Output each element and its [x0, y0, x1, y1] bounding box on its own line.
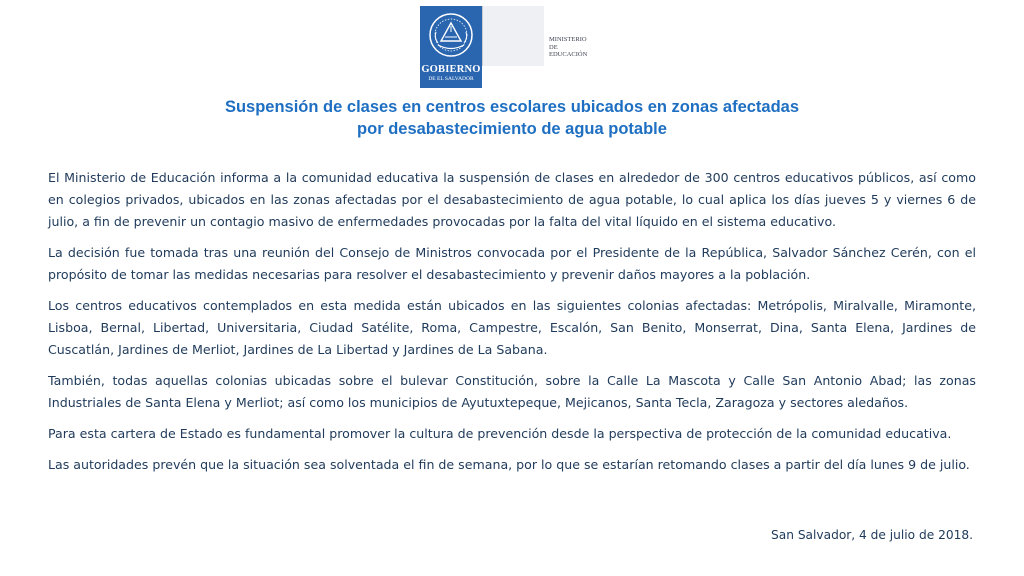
logo-blue-panel [420, 6, 482, 88]
logo-subtitle: DE EL SALVADOR [428, 76, 474, 82]
coat-of-arms-icon [428, 12, 474, 58]
ministry-line-1: MINISTERIO [549, 36, 587, 43]
page-title [0, 96, 1024, 140]
paragraph: Para esta cartera de Estado es fundamental promover la cultura de prevención desde la perspectiva de protección de la comunidad educativa. [48, 426, 952, 441]
paragraph: La decisión fue tomada tras una reunión del Consejo de Ministros convocada por el Presidente de la República, Salvador Sánchez Cerén, con el propósito de tomar las medidas necesarias para resolver el desabastecimiento y prevenir daños mayores a la población. [48, 245, 976, 282]
title-line-2: por desabastecimiento de agua potable [357, 120, 667, 138]
government-logo [420, 6, 588, 88]
paragraph: El Ministerio de Educación informa a la comunidad educativa la suspensión de clases en alrededor de 300 centros educativos públicos, así como en colegios privados, ubicados en las zonas afectadas por el desabastecimiento de agua potable, lo cual aplica los días jueves 5 y viernes 6 de julio, a fin de prevenir un contagio masivo de enfermedades provocadas por la falta del vital líquido en el sistema educativo. [48, 170, 976, 229]
date-line: San Salvador, 4 de julio de 2018. [771, 528, 973, 542]
paragraph: Las autoridades prevén que la situación sea solventada el fin de semana, por lo que se estarían retomando clases a partir del día lunes 9 de julio. [48, 457, 970, 472]
ministry-panel [482, 6, 588, 66]
logo-name: GOBIERNO [421, 64, 481, 75]
title-line-1: Suspensión de clases en centros escolares ubicados en zonas afectadas [224, 98, 800, 116]
ministry-line-2: DE EDUCACIÓN [549, 44, 588, 58]
paragraph: Los centros educativos contemplados en esta medida están ubicados en las siguientes colonias afectadas: Metrópolis, Miralvalle, Miramonte, Lisboa, Bernal, Libertad, Universitaria, Ciudad Satélite, Roma, Campestre, Escalón, San Benito, Monserrat, Dina, Santa Elena, Jardines de Cuscatlán, Jardines de Merliot, Jardines de La Libertad y Jardines de La Sabana. [48, 298, 976, 357]
announcement-body [48, 167, 976, 485]
paragraph: También, todas aquellas colonias ubicadas sobre el bulevar Constitución, sobre la Calle La Mascota y Calle San Antonio Abad; las zonas Industriales de Santa Elena y Merliot; así como los municipios de Ayutuxtepeque, Mejicanos, Santa Tecla, Zaragoza y sectores aledaños. [48, 373, 976, 410]
